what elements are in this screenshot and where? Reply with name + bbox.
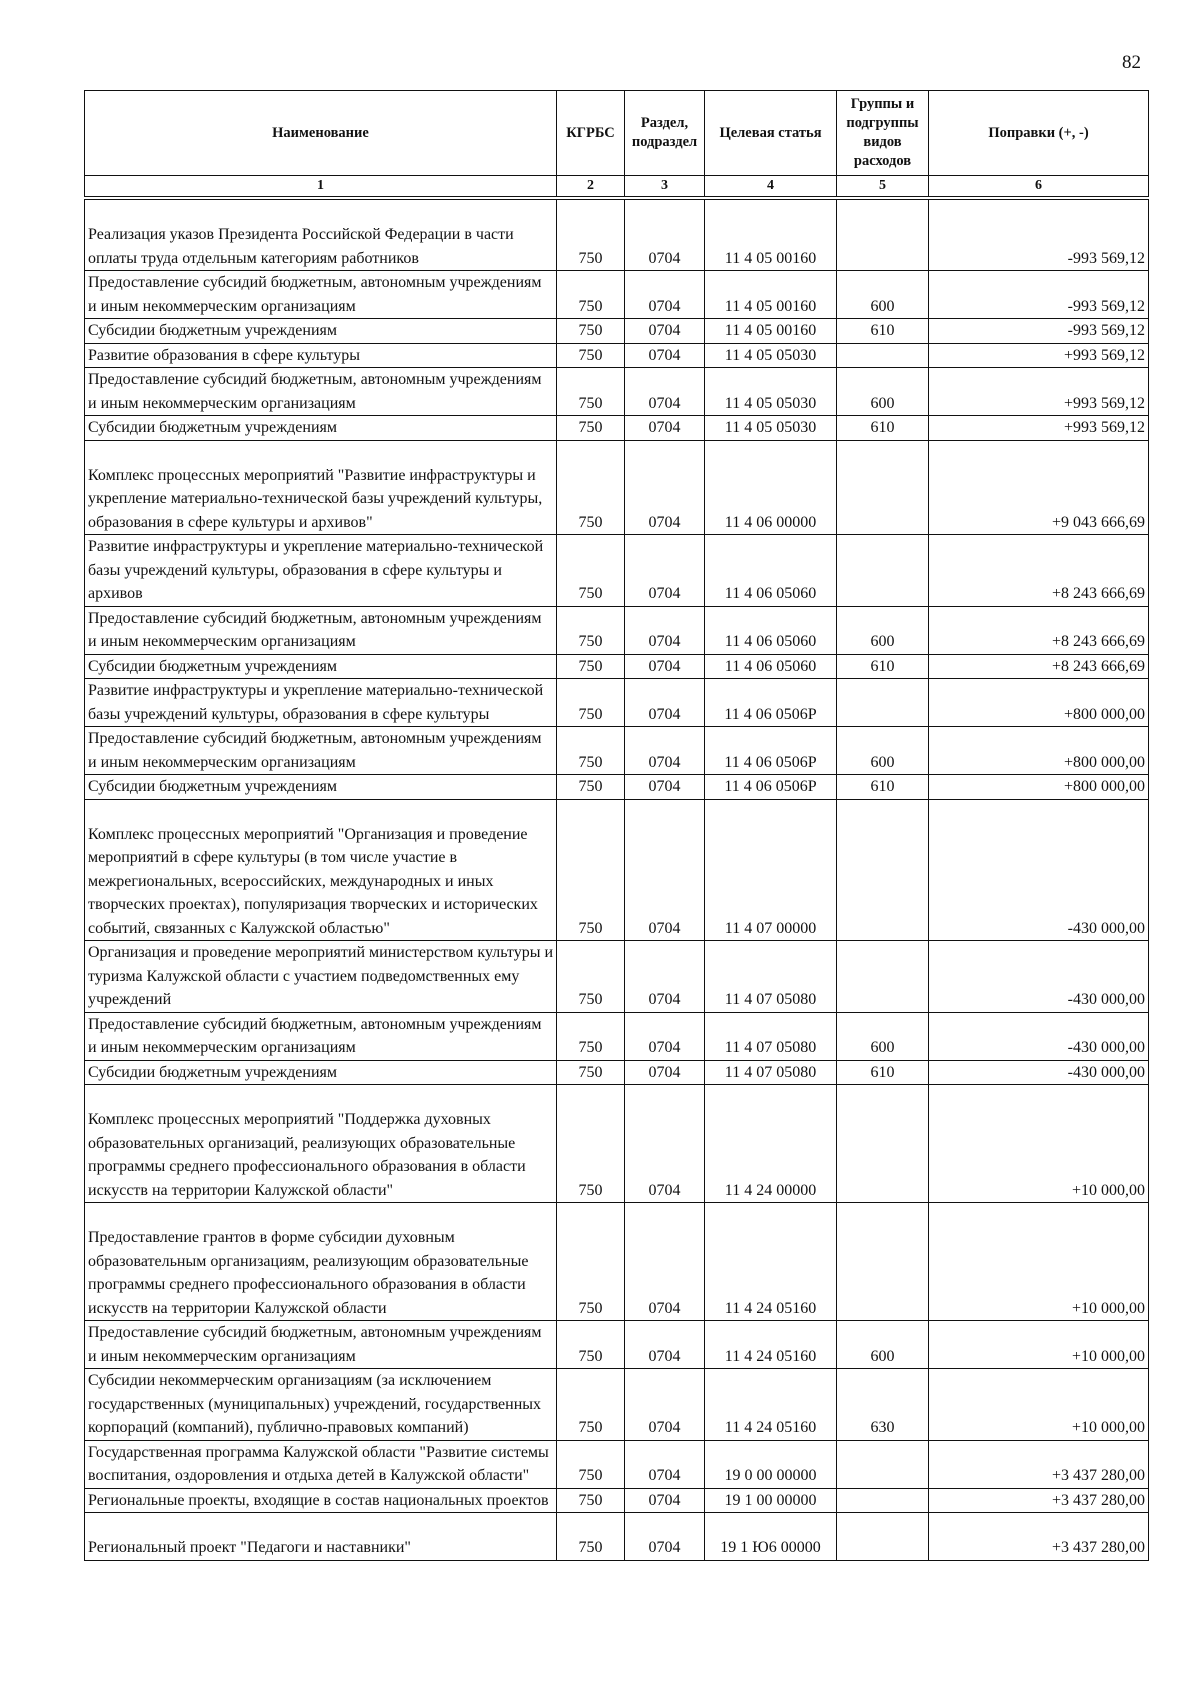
- row-amendment-amount: +8 243 666,69: [929, 535, 1149, 607]
- row-expense-group: 610: [837, 654, 929, 679]
- row-section: 0704: [625, 1012, 705, 1060]
- row-expense-group: 610: [837, 416, 929, 441]
- row-target-article: 11 4 05 05030: [705, 368, 837, 416]
- row-section: 0704: [625, 1513, 705, 1561]
- row-kgrbs: 750: [557, 654, 625, 679]
- row-amendment-amount: +993 569,12: [929, 368, 1149, 416]
- row-section: 0704: [625, 1369, 705, 1441]
- row-name: Субсидии некоммерческим организациям (за исключением государственных (муниципальных) учреждений, государственных корпораций (компаний), публично-правовых компаний): [85, 1369, 557, 1441]
- row-kgrbs: 750: [557, 1203, 625, 1321]
- table-row: [85, 727, 1149, 775]
- row-expense-group: [837, 1085, 929, 1203]
- row-kgrbs: 750: [557, 198, 625, 271]
- row-target-article: 11 4 06 05060: [705, 654, 837, 679]
- column-number: 6: [929, 176, 1149, 199]
- row-section: 0704: [625, 343, 705, 368]
- row-expense-group: 630: [837, 1369, 929, 1441]
- row-name: Государственная программа Калужской области "Развитие системы воспитания, оздоровления и отдыха детей в Калужской области": [85, 1440, 557, 1488]
- row-kgrbs: 750: [557, 319, 625, 344]
- row-kgrbs: 750: [557, 343, 625, 368]
- row-expense-group: 610: [837, 319, 929, 344]
- row-section: 0704: [625, 1321, 705, 1369]
- row-kgrbs: 750: [557, 1513, 625, 1561]
- row-amendment-amount: +10 000,00: [929, 1203, 1149, 1321]
- row-kgrbs: 750: [557, 727, 625, 775]
- row-target-article: 19 1 00 00000: [705, 1488, 837, 1513]
- row-section: 0704: [625, 941, 705, 1013]
- row-kgrbs: 750: [557, 799, 625, 941]
- row-target-article: 11 4 06 00000: [705, 440, 837, 535]
- row-name: Предоставление грантов в форме субсидии духовным образовательным организациям, реализующим образовательные программы среднего профессионального образования в области искусств на территории Калужской области: [85, 1203, 557, 1321]
- table-row: [85, 535, 1149, 607]
- table-row: [85, 416, 1149, 441]
- row-kgrbs: 750: [557, 775, 625, 800]
- column-number: 2: [557, 176, 625, 199]
- row-expense-group: [837, 1488, 929, 1513]
- row-kgrbs: 750: [557, 1321, 625, 1369]
- row-expense-group: [837, 1203, 929, 1321]
- row-name: Субсидии бюджетным учреждениям: [85, 654, 557, 679]
- row-target-article: 19 0 00 00000: [705, 1440, 837, 1488]
- row-section: 0704: [625, 1203, 705, 1321]
- row-target-article: 11 4 24 00000: [705, 1085, 837, 1203]
- row-name: Предоставление субсидий бюджетным, автономным учреждениям и иным некоммерческим организациям: [85, 1321, 557, 1369]
- row-name: Развитие инфраструктуры и укрепление материально-технической базы учреждений культуры, образования в сфере культуры: [85, 679, 557, 727]
- row-name: Комплекс процессных мероприятий "Организация и проведение мероприятий в сфере культуры (в том числе участие в межрегиональных, всероссийских, международных и иных творческих проектах), популяризация творческих и исторических событий, связанных с Калужской областью": [85, 799, 557, 941]
- table-row: [85, 1085, 1149, 1203]
- table-row: [85, 1440, 1149, 1488]
- row-section: 0704: [625, 535, 705, 607]
- row-kgrbs: 750: [557, 1440, 625, 1488]
- row-expense-group: 600: [837, 1321, 929, 1369]
- row-expense-group: [837, 1440, 929, 1488]
- row-target-article: 11 4 07 05080: [705, 1060, 837, 1085]
- row-kgrbs: 750: [557, 440, 625, 535]
- row-amendment-amount: -430 000,00: [929, 1012, 1149, 1060]
- header-section: Раздел, подраздел: [625, 91, 705, 176]
- row-amendment-amount: -993 569,12: [929, 198, 1149, 271]
- column-number: 5: [837, 176, 929, 199]
- row-amendment-amount: +3 437 280,00: [929, 1440, 1149, 1488]
- row-expense-group: 600: [837, 727, 929, 775]
- column-number: 4: [705, 176, 837, 199]
- table-row: [85, 1488, 1149, 1513]
- header-name: Наименование: [85, 91, 557, 176]
- row-amendment-amount: +800 000,00: [929, 727, 1149, 775]
- row-amendment-amount: -993 569,12: [929, 319, 1149, 344]
- table-row: [85, 343, 1149, 368]
- row-target-article: 11 4 06 0506P: [705, 727, 837, 775]
- row-target-article: 11 4 24 05160: [705, 1203, 837, 1321]
- row-target-article: 11 4 24 05160: [705, 1369, 837, 1441]
- row-target-article: 11 4 24 05160: [705, 1321, 837, 1369]
- row-amendment-amount: -430 000,00: [929, 799, 1149, 941]
- row-section: 0704: [625, 1085, 705, 1203]
- row-target-article: 11 4 07 00000: [705, 799, 837, 941]
- row-kgrbs: 750: [557, 679, 625, 727]
- row-target-article: 11 4 06 0506P: [705, 775, 837, 800]
- row-name: Реализация указов Президента Российской Федерации в части оплаты труда отдельным категориям работников: [85, 198, 557, 271]
- row-expense-group: 600: [837, 1012, 929, 1060]
- row-expense-group: 600: [837, 271, 929, 319]
- table-row: [85, 1012, 1149, 1060]
- row-target-article: 11 4 07 05080: [705, 1012, 837, 1060]
- row-target-article: 11 4 05 00160: [705, 198, 837, 271]
- row-expense-group: 600: [837, 368, 929, 416]
- row-name: Организация и проведение мероприятий министерством культуры и туризма Калужской области с участием подведомственных ему учреждений: [85, 941, 557, 1013]
- table-row: [85, 775, 1149, 800]
- row-amendment-amount: +800 000,00: [929, 775, 1149, 800]
- row-kgrbs: 750: [557, 1012, 625, 1060]
- row-section: 0704: [625, 654, 705, 679]
- row-expense-group: 610: [837, 1060, 929, 1085]
- row-amendment-amount: +10 000,00: [929, 1369, 1149, 1441]
- budget-amendments-table: [84, 90, 1149, 1561]
- row-kgrbs: 750: [557, 1369, 625, 1441]
- header-groups: Группы и подгруппы видов расходов: [837, 91, 929, 176]
- table-row: [85, 606, 1149, 654]
- row-name: Развитие инфраструктуры и укрепление материально-технической базы учреждений культуры, образования в сфере культуры и архивов: [85, 535, 557, 607]
- table-row: [85, 440, 1149, 535]
- header-target: Целевая статья: [705, 91, 837, 176]
- table-row: [85, 319, 1149, 344]
- row-name: Региональный проект "Педагоги и наставники": [85, 1513, 557, 1561]
- row-amendment-amount: -430 000,00: [929, 1060, 1149, 1085]
- row-target-article: 11 4 05 00160: [705, 319, 837, 344]
- row-name: Предоставление субсидий бюджетным, автономным учреждениям и иным некоммерческим организациям: [85, 271, 557, 319]
- row-kgrbs: 750: [557, 1085, 625, 1203]
- row-target-article: 11 4 06 05060: [705, 606, 837, 654]
- row-name: Субсидии бюджетным учреждениям: [85, 1060, 557, 1085]
- header-kgrbs: КГРБС: [557, 91, 625, 176]
- row-expense-group: [837, 343, 929, 368]
- row-section: 0704: [625, 1060, 705, 1085]
- table-row: [85, 799, 1149, 941]
- row-expense-group: [837, 440, 929, 535]
- row-amendment-amount: +3 437 280,00: [929, 1488, 1149, 1513]
- row-section: 0704: [625, 416, 705, 441]
- row-expense-group: 610: [837, 775, 929, 800]
- row-section: 0704: [625, 1440, 705, 1488]
- row-kgrbs: 750: [557, 535, 625, 607]
- row-section: 0704: [625, 271, 705, 319]
- row-name: Комплекс процессных мероприятий "Развитие инфраструктуры и укрепление материально-технической базы учреждений культуры, образования в сфере культуры и архивов": [85, 440, 557, 535]
- row-name: Предоставление субсидий бюджетным, автономным учреждениям и иным некоммерческим организациям: [85, 727, 557, 775]
- row-section: 0704: [625, 368, 705, 416]
- row-name: Предоставление субсидий бюджетным, автономным учреждениям и иным некоммерческим организациям: [85, 368, 557, 416]
- row-amendment-amount: +10 000,00: [929, 1321, 1149, 1369]
- page-number: 82: [1122, 52, 1141, 73]
- row-kgrbs: 750: [557, 606, 625, 654]
- row-amendment-amount: +993 569,12: [929, 343, 1149, 368]
- row-amendment-amount: +800 000,00: [929, 679, 1149, 727]
- row-name: Предоставление субсидий бюджетным, автономным учреждениям и иным некоммерческим организациям: [85, 606, 557, 654]
- row-amendment-amount: +8 243 666,69: [929, 606, 1149, 654]
- row-name: Субсидии бюджетным учреждениям: [85, 416, 557, 441]
- table-row: [85, 1060, 1149, 1085]
- row-target-article: 11 4 06 0506P: [705, 679, 837, 727]
- table-row: [85, 1369, 1149, 1441]
- table-row: [85, 198, 1149, 271]
- table-row: [85, 271, 1149, 319]
- row-kgrbs: 750: [557, 941, 625, 1013]
- row-kgrbs: 750: [557, 1060, 625, 1085]
- row-expense-group: [837, 799, 929, 941]
- row-expense-group: [837, 941, 929, 1013]
- row-section: 0704: [625, 679, 705, 727]
- column-number: 3: [625, 176, 705, 199]
- row-target-article: 11 4 07 05080: [705, 941, 837, 1013]
- row-amendment-amount: +3 437 280,00: [929, 1513, 1149, 1561]
- row-target-article: 19 1 Ю6 00000: [705, 1513, 837, 1561]
- row-section: 0704: [625, 606, 705, 654]
- row-kgrbs: 750: [557, 1488, 625, 1513]
- row-amendment-amount: -430 000,00: [929, 941, 1149, 1013]
- table-row: [85, 368, 1149, 416]
- row-target-article: 11 4 05 05030: [705, 416, 837, 441]
- row-section: 0704: [625, 727, 705, 775]
- table-row: [85, 1321, 1149, 1369]
- row-section: 0704: [625, 198, 705, 271]
- row-target-article: 11 4 05 00160: [705, 271, 837, 319]
- row-expense-group: [837, 679, 929, 727]
- row-name: Субсидии бюджетным учреждениям: [85, 319, 557, 344]
- header-amendments: Поправки (+, -): [929, 91, 1149, 176]
- row-amendment-amount: +8 243 666,69: [929, 654, 1149, 679]
- row-target-article: 11 4 05 05030: [705, 343, 837, 368]
- row-section: 0704: [625, 1488, 705, 1513]
- row-kgrbs: 750: [557, 368, 625, 416]
- row-amendment-amount: -993 569,12: [929, 271, 1149, 319]
- row-name: Региональные проекты, входящие в состав национальных проектов: [85, 1488, 557, 1513]
- row-amendment-amount: +10 000,00: [929, 1085, 1149, 1203]
- column-number: 1: [85, 176, 557, 199]
- row-expense-group: [837, 198, 929, 271]
- row-expense-group: [837, 1513, 929, 1561]
- row-expense-group: [837, 535, 929, 607]
- row-name: Субсидии бюджетным учреждениям: [85, 775, 557, 800]
- row-name: Комплекс процессных мероприятий "Поддержка духовных образовательных организаций, реализующих образовательные программы среднего профессионального образования в области искусств на территории Калужской области": [85, 1085, 557, 1203]
- row-name: Предоставление субсидий бюджетным, автономным учреждениям и иным некоммерческим организациям: [85, 1012, 557, 1060]
- row-section: 0704: [625, 319, 705, 344]
- row-amendment-amount: +993 569,12: [929, 416, 1149, 441]
- row-section: 0704: [625, 799, 705, 941]
- row-name: Развитие образования в сфере культуры: [85, 343, 557, 368]
- row-section: 0704: [625, 775, 705, 800]
- table-row: [85, 1513, 1149, 1561]
- table-row: [85, 1203, 1149, 1321]
- row-section: 0704: [625, 440, 705, 535]
- row-target-article: 11 4 06 05060: [705, 535, 837, 607]
- table-row: [85, 654, 1149, 679]
- row-kgrbs: 750: [557, 416, 625, 441]
- table-row: [85, 941, 1149, 1013]
- row-amendment-amount: +9 043 666,69: [929, 440, 1149, 535]
- table-row: [85, 679, 1149, 727]
- row-expense-group: 600: [837, 606, 929, 654]
- row-kgrbs: 750: [557, 271, 625, 319]
